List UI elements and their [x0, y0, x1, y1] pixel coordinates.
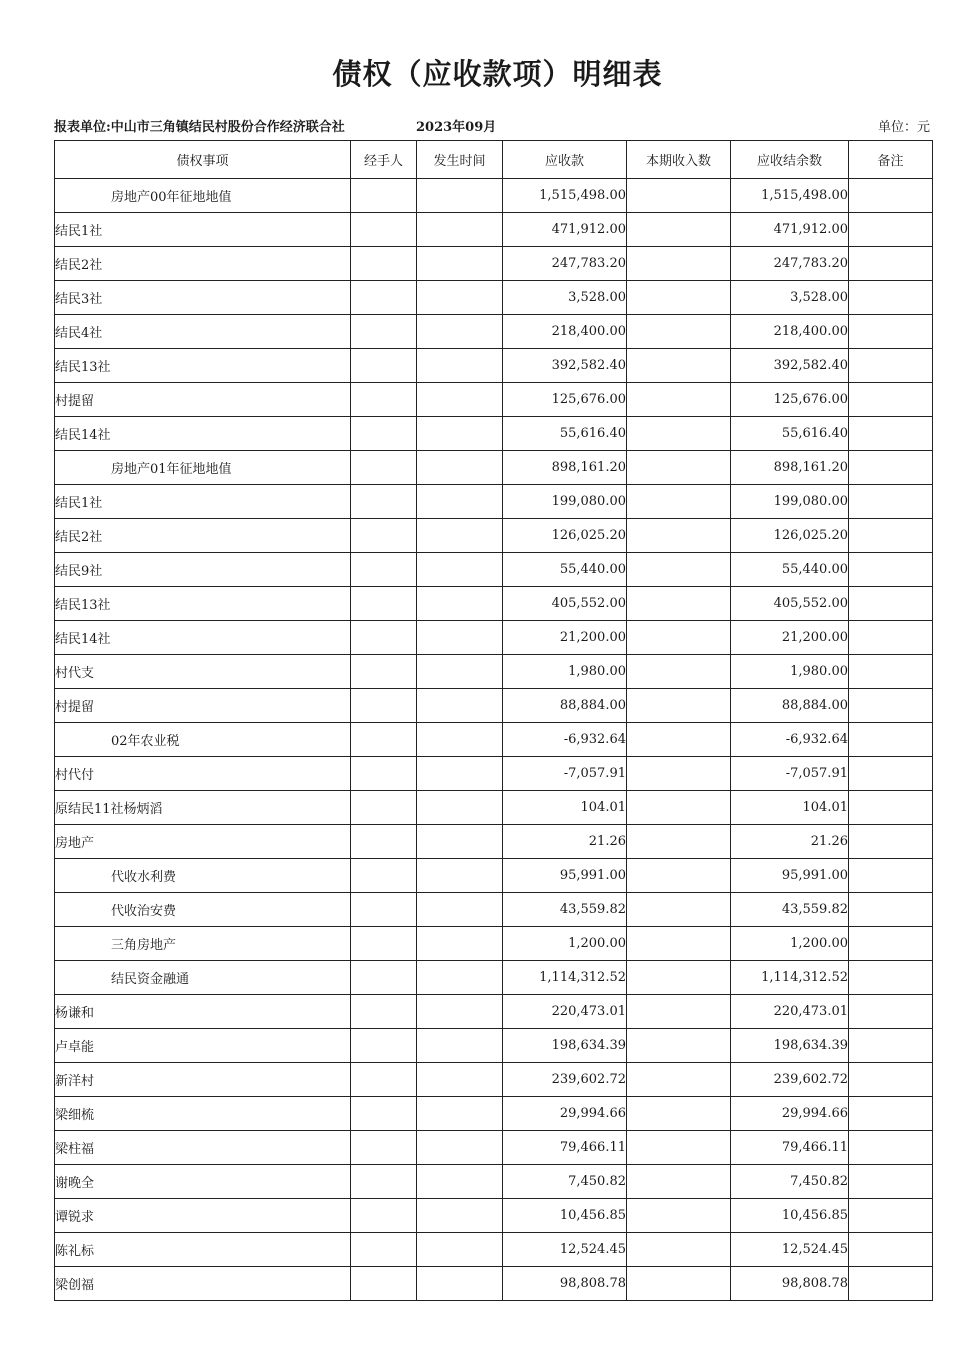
cell-balance: 239,602.72: [731, 1063, 849, 1097]
table-row: [55, 1233, 933, 1267]
table-row: [55, 553, 933, 587]
cell-handler: [351, 825, 417, 859]
cell-receivable: 247,783.20: [503, 247, 627, 281]
cell-note: [849, 859, 933, 893]
cell-date: [417, 519, 503, 553]
cell-date: [417, 825, 503, 859]
cell-item: 谢晚全: [55, 1165, 351, 1199]
cell-item: 村提留: [55, 383, 351, 417]
cell-note: [849, 587, 933, 621]
cell-handler: [351, 859, 417, 893]
cell-date: [417, 689, 503, 723]
cell-item: 代收水利费: [55, 859, 351, 893]
cell-income: [627, 1063, 731, 1097]
cell-handler: [351, 655, 417, 689]
cell-item: 卢卓能: [55, 1029, 351, 1063]
cell-item: 结民2社: [55, 519, 351, 553]
cell-handler: [351, 1131, 417, 1165]
cell-date: [417, 1165, 503, 1199]
table-body: [55, 179, 933, 1301]
cell-income: [627, 315, 731, 349]
cell-income: [627, 451, 731, 485]
cell-note: [849, 689, 933, 723]
table-row: [55, 859, 933, 893]
cell-handler: [351, 1165, 417, 1199]
cell-item: 村提留: [55, 689, 351, 723]
cell-date: [417, 1233, 503, 1267]
cell-date: [417, 723, 503, 757]
cell-balance: 43,559.82: [731, 893, 849, 927]
cell-date: [417, 1029, 503, 1063]
table-row: [55, 247, 933, 281]
cell-date: [417, 1097, 503, 1131]
cell-date: [417, 213, 503, 247]
cell-note: [849, 1165, 933, 1199]
cell-balance: 79,466.11: [731, 1131, 849, 1165]
cell-note: [849, 383, 933, 417]
cell-balance: 55,440.00: [731, 553, 849, 587]
cell-income: [627, 519, 731, 553]
cell-item: 房地产00年征地地值: [55, 179, 351, 213]
table-header-row: [55, 141, 933, 179]
page-title: 债权（应收款项）明细表: [332, 57, 663, 91]
cell-item: 02年农业税: [55, 723, 351, 757]
cell-balance: 125,676.00: [731, 383, 849, 417]
table-row: [55, 417, 933, 451]
cell-note: [849, 315, 933, 349]
header-receivable: 应收款: [503, 141, 627, 179]
cell-income: [627, 825, 731, 859]
cell-income: [627, 621, 731, 655]
cell-date: [417, 383, 503, 417]
cell-receivable: 1,980.00: [503, 655, 627, 689]
cell-receivable: 220,473.01: [503, 995, 627, 1029]
cell-receivable: 12,524.45: [503, 1233, 627, 1267]
cell-date: [417, 995, 503, 1029]
cell-date: [417, 655, 503, 689]
cell-note: [849, 1267, 933, 1301]
cell-balance: 95,991.00: [731, 859, 849, 893]
cell-handler: [351, 587, 417, 621]
report-period: 2023年09月: [416, 120, 497, 135]
cell-date: [417, 1199, 503, 1233]
cell-note: [849, 621, 933, 655]
cell-balance: 12,524.45: [731, 1233, 849, 1267]
cell-income: [627, 553, 731, 587]
cell-item: 结民1社: [55, 485, 351, 519]
cell-date: [417, 247, 503, 281]
cell-date: [417, 553, 503, 587]
cell-receivable: 88,884.00: [503, 689, 627, 723]
cell-item: 原结民11社杨炳滔: [55, 791, 351, 825]
cell-note: [849, 519, 933, 553]
currency-unit: 单位：元: [878, 120, 931, 135]
cell-item: 村代支: [55, 655, 351, 689]
cell-income: [627, 1233, 731, 1267]
table-row: [55, 825, 933, 859]
cell-income: [627, 485, 731, 519]
cell-note: [849, 961, 933, 995]
cell-balance: -7,057.91: [731, 757, 849, 791]
cell-receivable: 126,025.20: [503, 519, 627, 553]
cell-handler: [351, 1267, 417, 1301]
cell-receivable: 104.01: [503, 791, 627, 825]
cell-date: [417, 927, 503, 961]
table-row: [55, 961, 933, 995]
cell-item: 房地产01年征地地值: [55, 451, 351, 485]
cell-date: [417, 961, 503, 995]
cell-receivable: 95,991.00: [503, 859, 627, 893]
cell-receivable: 125,676.00: [503, 383, 627, 417]
cell-handler: [351, 927, 417, 961]
cell-item: 三角房地产: [55, 927, 351, 961]
cell-receivable: -7,057.91: [503, 757, 627, 791]
cell-balance: 21,200.00: [731, 621, 849, 655]
cell-item: 结民13社: [55, 349, 351, 383]
cell-note: [849, 1097, 933, 1131]
cell-item: 陈礼标: [55, 1233, 351, 1267]
cell-income: [627, 213, 731, 247]
cell-date: [417, 349, 503, 383]
cell-date: [417, 757, 503, 791]
cell-income: [627, 1165, 731, 1199]
cell-balance: 218,400.00: [731, 315, 849, 349]
table-row: [55, 655, 933, 689]
header-handler: 经手人: [351, 141, 417, 179]
cell-balance: 392,582.40: [731, 349, 849, 383]
table-row: [55, 723, 933, 757]
cell-handler: [351, 247, 417, 281]
cell-balance: 405,552.00: [731, 587, 849, 621]
cell-note: [849, 451, 933, 485]
cell-handler: [351, 791, 417, 825]
cell-note: [849, 791, 933, 825]
cell-item: 结民3社: [55, 281, 351, 315]
cell-item: 房地产: [55, 825, 351, 859]
table-row: [55, 485, 933, 519]
cell-handler: [351, 213, 417, 247]
cell-balance: 220,473.01: [731, 995, 849, 1029]
cell-balance: 7,450.82: [731, 1165, 849, 1199]
table-row: [55, 1063, 933, 1097]
cell-handler: [351, 315, 417, 349]
cell-handler: [351, 281, 417, 315]
cell-note: [849, 1063, 933, 1097]
cell-balance: 198,634.39: [731, 1029, 849, 1063]
cell-receivable: -6,932.64: [503, 723, 627, 757]
cell-note: [849, 1131, 933, 1165]
cell-item: 村代付: [55, 757, 351, 791]
reporting-unit: 报表单位:中山市三角镇结民村股份合作经济联合社: [54, 120, 345, 135]
table-row: [55, 451, 933, 485]
table-row: [55, 995, 933, 1029]
cell-item: 结民9社: [55, 553, 351, 587]
cell-handler: [351, 553, 417, 587]
cell-balance: 21.26: [731, 825, 849, 859]
cell-date: [417, 1063, 503, 1097]
table-row: [55, 179, 933, 213]
cell-note: [849, 349, 933, 383]
cell-income: [627, 587, 731, 621]
cell-income: [627, 1097, 731, 1131]
cell-handler: [351, 961, 417, 995]
table-row: [55, 213, 933, 247]
cell-income: [627, 1131, 731, 1165]
cell-balance: 471,912.00: [731, 213, 849, 247]
cell-receivable: 55,616.40: [503, 417, 627, 451]
cell-note: [849, 281, 933, 315]
cell-date: [417, 1267, 503, 1301]
cell-income: [627, 995, 731, 1029]
cell-note: [849, 213, 933, 247]
cell-income: [627, 1267, 731, 1301]
table-row: [55, 621, 933, 655]
cell-income: [627, 655, 731, 689]
cell-note: [849, 723, 933, 757]
cell-income: [627, 383, 731, 417]
cell-income: [627, 1029, 731, 1063]
cell-date: [417, 587, 503, 621]
cell-income: [627, 281, 731, 315]
cell-income: [627, 349, 731, 383]
table-row: [55, 689, 933, 723]
cell-date: [417, 1131, 503, 1165]
cell-balance: 1,114,312.52: [731, 961, 849, 995]
cell-item: 结民14社: [55, 417, 351, 451]
cell-balance: 104.01: [731, 791, 849, 825]
header-note: 备注: [849, 141, 933, 179]
cell-income: [627, 961, 731, 995]
cell-item: 结民13社: [55, 587, 351, 621]
table-row: [55, 757, 933, 791]
cell-receivable: 392,582.40: [503, 349, 627, 383]
receivables-table: [54, 140, 933, 1301]
cell-date: [417, 893, 503, 927]
table-row: [55, 791, 933, 825]
cell-item: 结民2社: [55, 247, 351, 281]
table-row: [55, 383, 933, 417]
cell-receivable: 198,634.39: [503, 1029, 627, 1063]
cell-handler: [351, 621, 417, 655]
cell-item: 谭锐求: [55, 1199, 351, 1233]
cell-item: 结民资金融通: [55, 961, 351, 995]
cell-handler: [351, 383, 417, 417]
cell-receivable: 21,200.00: [503, 621, 627, 655]
cell-receivable: 7,450.82: [503, 1165, 627, 1199]
cell-note: [849, 485, 933, 519]
cell-note: [849, 417, 933, 451]
cell-balance: 1,200.00: [731, 927, 849, 961]
cell-income: [627, 1199, 731, 1233]
cell-receivable: 1,114,312.52: [503, 961, 627, 995]
cell-handler: [351, 723, 417, 757]
cell-item: 结民4社: [55, 315, 351, 349]
cell-balance: 1,980.00: [731, 655, 849, 689]
cell-balance: 199,080.00: [731, 485, 849, 519]
table-row: [55, 587, 933, 621]
cell-balance: 3,528.00: [731, 281, 849, 315]
header-balance: 应收结余数: [731, 141, 849, 179]
cell-handler: [351, 179, 417, 213]
cell-income: [627, 179, 731, 213]
table-row: [55, 927, 933, 961]
table-row: [55, 519, 933, 553]
cell-income: [627, 859, 731, 893]
cell-note: [849, 995, 933, 1029]
cell-receivable: 3,528.00: [503, 281, 627, 315]
cell-note: [849, 927, 933, 961]
cell-note: [849, 179, 933, 213]
cell-handler: [351, 1029, 417, 1063]
cell-note: [849, 247, 933, 281]
cell-income: [627, 757, 731, 791]
cell-item: 梁柱福: [55, 1131, 351, 1165]
cell-item: 梁创福: [55, 1267, 351, 1301]
table-row: [55, 1267, 933, 1301]
cell-receivable: 1,200.00: [503, 927, 627, 961]
cell-item: 代收治安费: [55, 893, 351, 927]
cell-note: [849, 1233, 933, 1267]
cell-date: [417, 281, 503, 315]
table-row: [55, 1097, 933, 1131]
cell-item: 结民1社: [55, 213, 351, 247]
cell-receivable: 239,602.72: [503, 1063, 627, 1097]
cell-balance: 247,783.20: [731, 247, 849, 281]
cell-receivable: 79,466.11: [503, 1131, 627, 1165]
cell-date: [417, 417, 503, 451]
cell-receivable: 29,994.66: [503, 1097, 627, 1131]
cell-balance: 98,808.78: [731, 1267, 849, 1301]
table-row: [55, 315, 933, 349]
cell-income: [627, 723, 731, 757]
cell-balance: 88,884.00: [731, 689, 849, 723]
cell-receivable: 43,559.82: [503, 893, 627, 927]
cell-date: [417, 179, 503, 213]
cell-handler: [351, 451, 417, 485]
cell-note: [849, 1199, 933, 1233]
cell-handler: [351, 995, 417, 1029]
cell-note: [849, 1029, 933, 1063]
cell-handler: [351, 893, 417, 927]
cell-date: [417, 315, 503, 349]
cell-balance: 898,161.20: [731, 451, 849, 485]
cell-item: 梁细梳: [55, 1097, 351, 1131]
table-row: [55, 281, 933, 315]
cell-handler: [351, 1063, 417, 1097]
cell-handler: [351, 485, 417, 519]
cell-note: [849, 825, 933, 859]
cell-receivable: 898,161.20: [503, 451, 627, 485]
cell-income: [627, 247, 731, 281]
cell-receivable: 98,808.78: [503, 1267, 627, 1301]
cell-handler: [351, 689, 417, 723]
cell-receivable: 55,440.00: [503, 553, 627, 587]
cell-balance: -6,932.64: [731, 723, 849, 757]
cell-handler: [351, 757, 417, 791]
cell-balance: 1,515,498.00: [731, 179, 849, 213]
cell-note: [849, 757, 933, 791]
cell-handler: [351, 1097, 417, 1131]
cell-receivable: 199,080.00: [503, 485, 627, 519]
table-row: [55, 1131, 933, 1165]
cell-note: [849, 893, 933, 927]
header-date: 发生时间: [417, 141, 503, 179]
cell-date: [417, 485, 503, 519]
cell-balance: 29,994.66: [731, 1097, 849, 1131]
cell-receivable: 10,456.85: [503, 1199, 627, 1233]
cell-handler: [351, 1233, 417, 1267]
cell-balance: 126,025.20: [731, 519, 849, 553]
header-item: 债权事项: [55, 141, 351, 179]
cell-item: 杨谦和: [55, 995, 351, 1029]
cell-receivable: 218,400.00: [503, 315, 627, 349]
cell-handler: [351, 349, 417, 383]
cell-note: [849, 553, 933, 587]
table-row: [55, 1199, 933, 1233]
cell-income: [627, 927, 731, 961]
cell-item: 新洋村: [55, 1063, 351, 1097]
cell-income: [627, 417, 731, 451]
cell-income: [627, 689, 731, 723]
cell-note: [849, 655, 933, 689]
cell-date: [417, 791, 503, 825]
cell-income: [627, 791, 731, 825]
table-row: [55, 349, 933, 383]
cell-handler: [351, 519, 417, 553]
cell-date: [417, 621, 503, 655]
cell-receivable: 21.26: [503, 825, 627, 859]
cell-receivable: 471,912.00: [503, 213, 627, 247]
cell-handler: [351, 417, 417, 451]
cell-item: 结民14社: [55, 621, 351, 655]
cell-balance: 10,456.85: [731, 1199, 849, 1233]
cell-receivable: 405,552.00: [503, 587, 627, 621]
cell-date: [417, 859, 503, 893]
cell-balance: 55,616.40: [731, 417, 849, 451]
cell-handler: [351, 1199, 417, 1233]
table-row: [55, 893, 933, 927]
header-income: 本期收入数: [627, 141, 731, 179]
cell-receivable: 1,515,498.00: [503, 179, 627, 213]
table-row: [55, 1029, 933, 1063]
cell-income: [627, 893, 731, 927]
table-row: [55, 1165, 933, 1199]
cell-date: [417, 451, 503, 485]
